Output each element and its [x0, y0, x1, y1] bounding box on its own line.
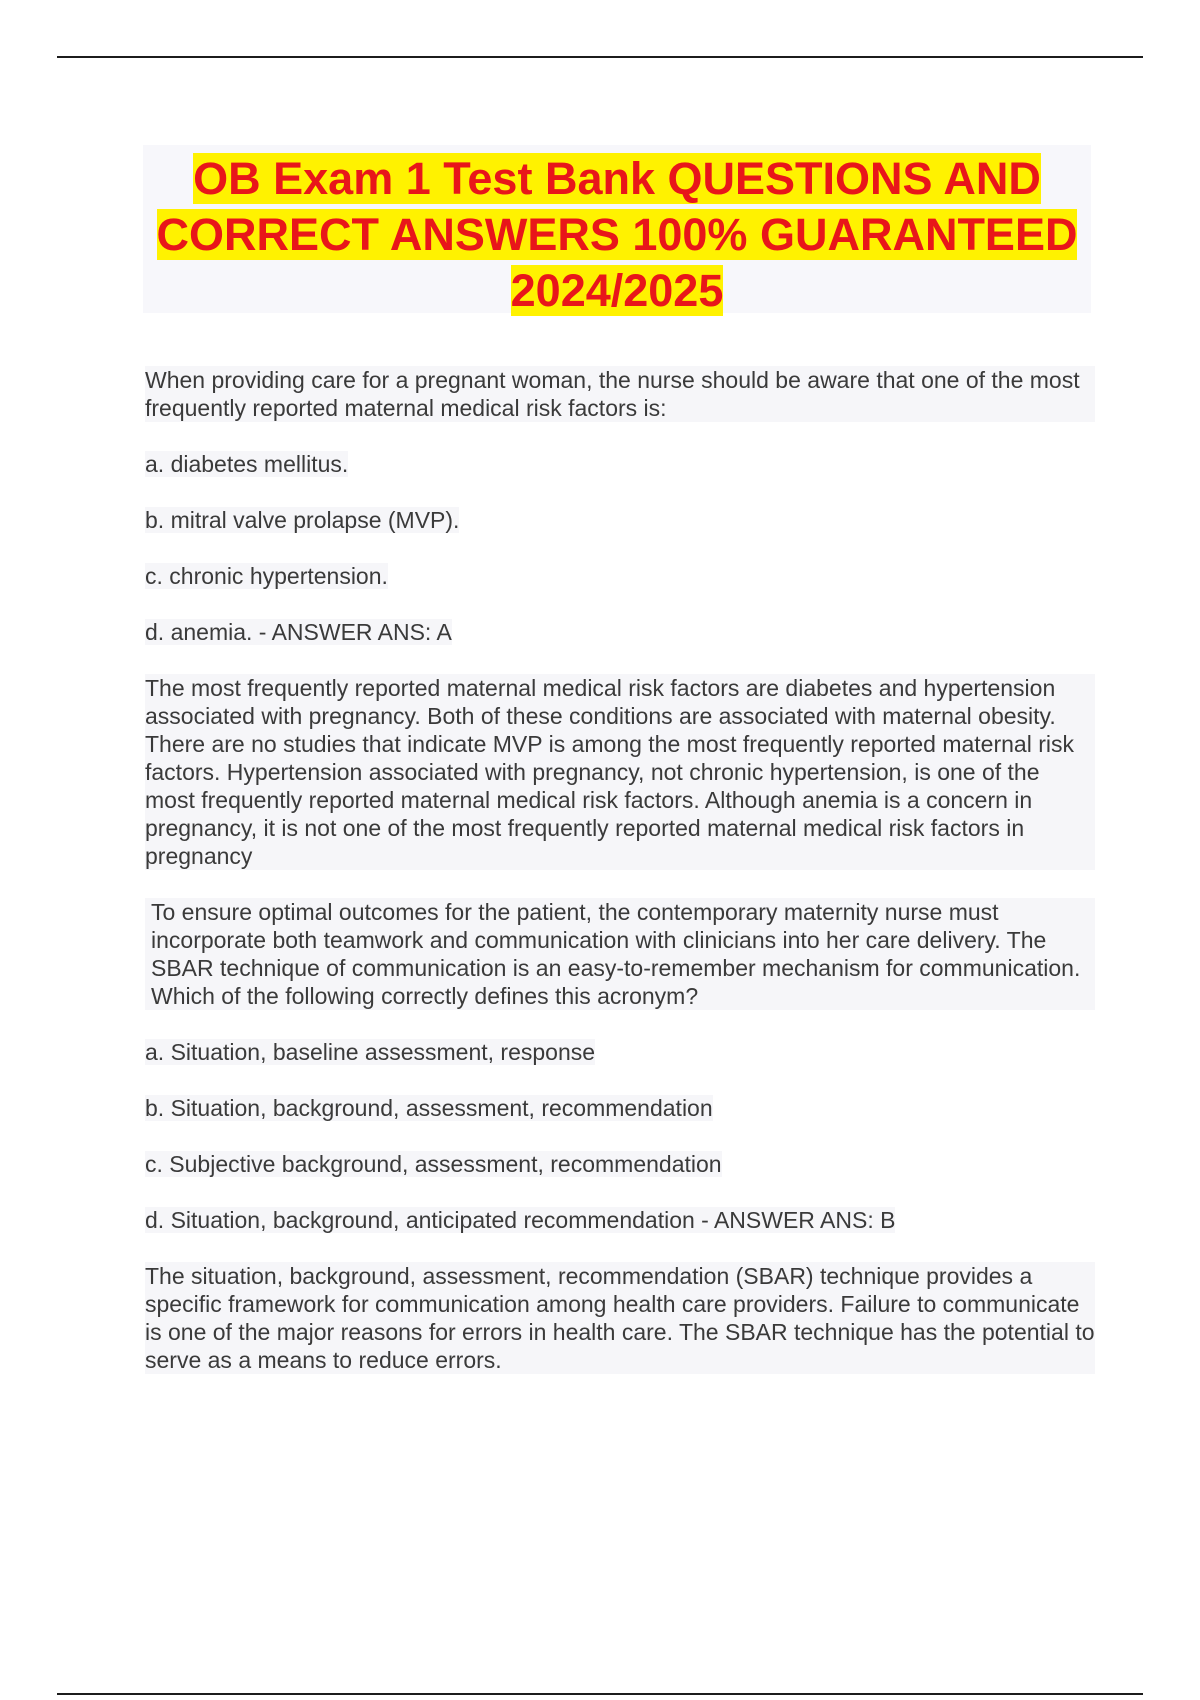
document-title	[143, 145, 1091, 319]
option-text: a. Situation, baseline assessment, response	[145, 1039, 596, 1065]
question-1-rationale: The most frequently reported maternal medical risk factors are diabetes and hypertension associated with pregnancy. Both of these conditions are associated with maternal obesity. There are no studies that indicate MVP is among the most frequently reported maternal risk factors. Hypertension associated with pregnancy, not chronic hypertension, is one of the most frequently reported maternal medical risk factors. Although anemia is a concern in pregnancy, it is not one of the most frequently reported maternal medical risk factors in pregnancy	[145, 674, 1095, 870]
question-2-rationale: The situation, background, assessment, recommendation (SBAR) technique provides a specific framework for communication among health care providers. Failure to communicate is one of the major reasons for errors in health care. The SBAR technique has the potential to serve as a means to reduce errors.	[145, 1263, 1095, 1373]
option-text: b. mitral valve prolapse (MVP).	[145, 507, 460, 533]
document-title-text: OB Exam 1 Test Bank QUESTIONS AND CORRECT ANSWERS 100% GUARANTEED 2024/2025	[156, 153, 1078, 316]
question-1-option-b	[145, 506, 1095, 534]
option-text: c. chronic hypertension.	[145, 563, 388, 589]
option-text: b. Situation, background, assessment, recommendation	[145, 1095, 713, 1121]
question-1-option-d-answer	[145, 618, 1095, 646]
option-text: d. Situation, background, anticipated recommendation - ANSWER ANS: B	[145, 1207, 896, 1233]
question-1-option-a	[145, 450, 1095, 478]
title-block	[143, 145, 1091, 316]
question-1-stem: When providing care for a pregnant woman, the nurse should be aware that one of the most frequently reported maternal medical risk factors is:	[145, 366, 1095, 422]
question-2-option-a	[145, 1038, 1095, 1066]
top-rule	[57, 56, 1143, 58]
option-text: a. diabetes mellitus.	[145, 451, 349, 477]
option-text: d. anemia. - ANSWER ANS: A	[145, 619, 452, 645]
question-2-stem: To ensure optimal outcomes for the patient, the contemporary maternity nurse must incorporate both teamwork and communication with clinicians into her care delivery. The SBAR technique of communication is an easy-to-remember mechanism for communication. Which of the following correctly defines this acronym?	[145, 898, 1095, 1010]
bottom-rule	[57, 1693, 1143, 1695]
question-2-option-b	[145, 1094, 1095, 1122]
question-1-option-c	[145, 562, 1095, 590]
question-2-option-c	[145, 1150, 1095, 1178]
document-body	[145, 366, 1095, 1402]
question-2-option-d-answer	[145, 1206, 1095, 1234]
option-text: c. Subjective background, assessment, recommendation	[145, 1151, 722, 1177]
